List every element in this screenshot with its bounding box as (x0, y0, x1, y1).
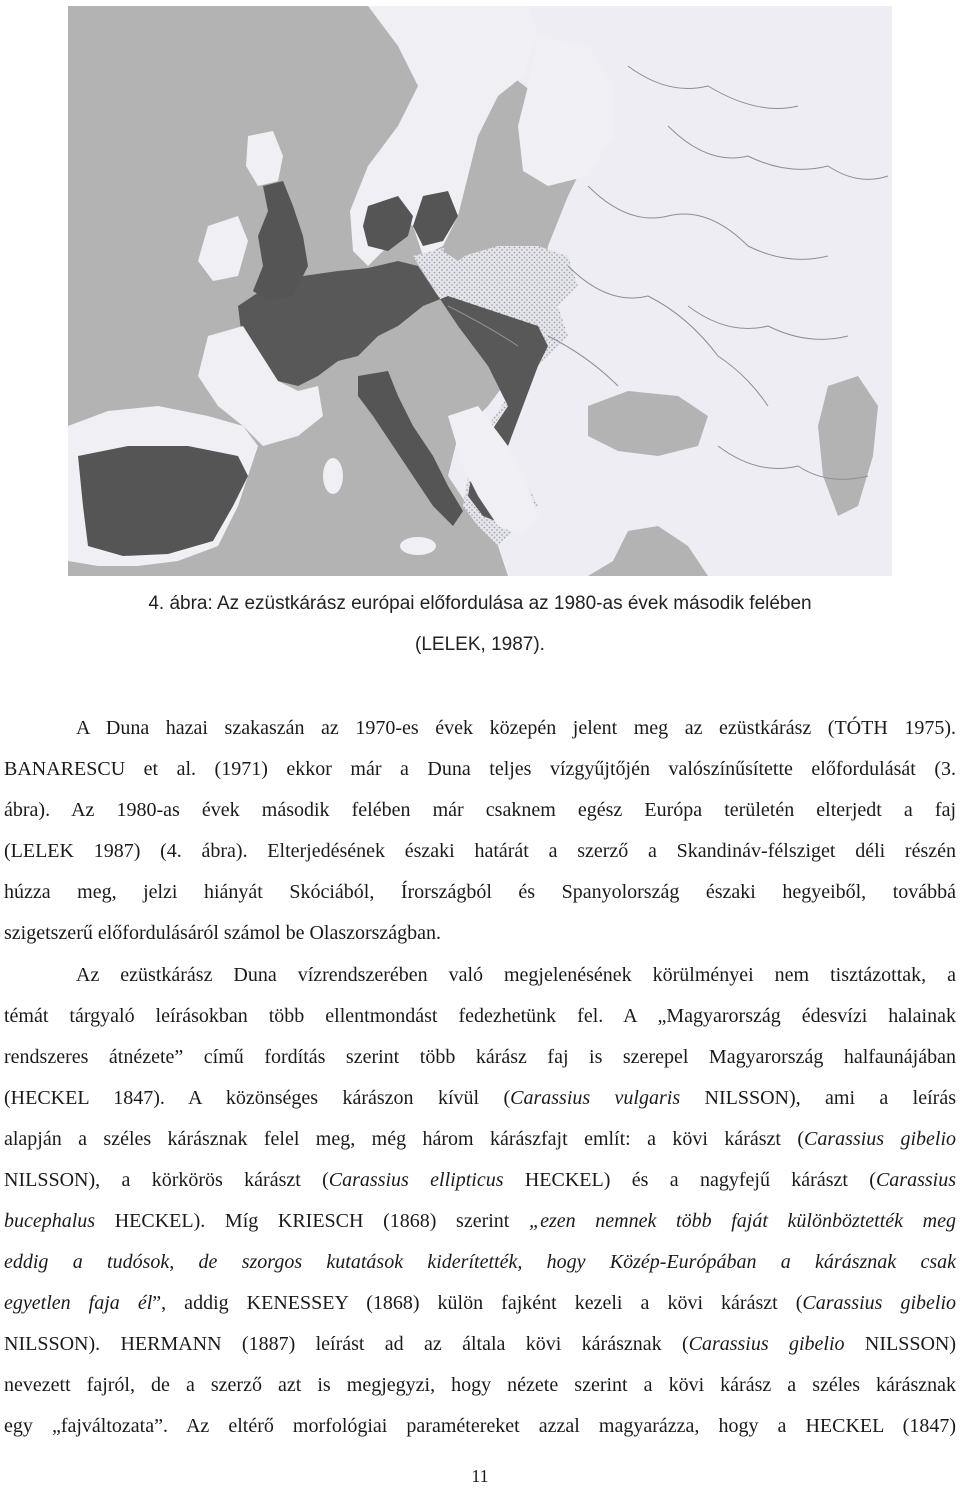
page-number: 11 (471, 1466, 489, 1486)
paragraph-1-line: A Duna hazai szakaszán az 1970-es évek közepén jelent meg az ezüstkárász (TÓTH 1975). (76, 717, 956, 739)
quotation: egyetlen faja él (4, 1292, 153, 1314)
paragraph-2-line: rendszeres átnézete” című fordítás szerint több kárász faj is szerepel Magyarország halfaunájában (4, 1046, 956, 1068)
paragraph-2-line: egy „fajváltozata”. Az eltérő morfológiai paramétereket azzal magyarázza, hogy a HECKEL (1847) (4, 1415, 956, 1437)
paragraph-1-line: húzza meg, jelzi hiányát Skóciából, Írországból és Spanyolország északi hegyeiből, továbbá (4, 881, 956, 903)
europe-map (68, 6, 892, 576)
quotation: eddig a tudósok, de szorgos kutatások kiderítették, hogy Közép-Európában a kárásznak csak (4, 1251, 956, 1273)
paragraph-1-line: ábra). Az 1980-as évek második felében már csaknem egész Európa területén elterjedt a faj (4, 799, 956, 821)
paragraph-1-line: szigetszerű előfordulásáról számol be Olaszországban. (4, 922, 442, 944)
text-span: HECKEL) és a nagyfejű kárászt ( (503, 1169, 876, 1191)
species-name: Carassius vulgaris (510, 1087, 681, 1109)
paragraph-2-line (4, 1201, 956, 1242)
paragraph-2-line (4, 1242, 956, 1283)
text-span: NILSSON), ami a leírás (680, 1087, 956, 1109)
sicily (400, 537, 436, 555)
species-name: bucephalus (4, 1210, 96, 1232)
figure-caption-source: (LELEK, 1987). (415, 634, 545, 655)
paragraph-2-line (4, 1283, 956, 1324)
quotation: „ezen nemnek több faját különböztették meg (529, 1210, 956, 1232)
paragraph-2-line: Az ezüstkárász Duna vízrendszerében való megjelenésének körülményei nem tisztázottak, a (76, 964, 956, 986)
paragraph-2-line: témát tárgyaló leírásokban több ellentmondást fedezhetünk fel. A „Magyarország édesvízi halainak (4, 1005, 956, 1027)
paragraph-2-line (4, 1324, 956, 1365)
paragraph-1 (4, 708, 956, 954)
distribution-map-figure (68, 6, 892, 576)
species-name: Carassius (875, 1169, 956, 1191)
paragraph-2-line: nevezett fajról, de a szerző azt is megjegyzi, hogy nézete szerint a kövi kárász a széles kárásznak (4, 1374, 956, 1396)
figure-caption: 4. ábra: Az ezüstkárász európai előfordulása az 1980-as évek második felében (148, 593, 812, 614)
text-span: NILSSON). HERMANN (1887) leírást ad az általa kövi kárásznak ( (4, 1333, 689, 1355)
text-span: alapján a széles kárásznak felel meg, még három kárászfajt említ: a kövi kárászt ( (4, 1128, 805, 1150)
species-name: Carassius gibelio (804, 1128, 956, 1150)
text-span: NILSSON) (844, 1333, 956, 1355)
text-span: (HECKEL 1847). A közönséges kárászon kívül ( (4, 1087, 511, 1109)
paragraph-2-line (4, 1119, 956, 1160)
paragraph-2-line (4, 1078, 956, 1119)
paragraph-2-line (4, 1160, 956, 1201)
species-name: Carassius ellipticus (328, 1169, 504, 1191)
text-span: HECKEL). Míg KRIESCH (1868) szerint (95, 1210, 529, 1232)
text-span: NILSSON), a körkörös kárászt ( (4, 1169, 329, 1191)
paragraph-1-line: (LELEK 1987) (4. ábra). Elterjedésének északi határát a szerző a Skandináv-félsziget déli részén (4, 840, 956, 862)
text-span: ”, addig KENESSEY (1868) külön fajként kezeli a kövi kárászt ( (152, 1292, 803, 1314)
paragraph-1-line: BANARESCU et al. (1971) ekkor már a Duna teljes vízgyűjtőjén valószínűsítette előfordulását (3. (4, 758, 956, 780)
species-name: Carassius gibelio (688, 1333, 845, 1355)
species-name: Carassius gibelio (802, 1292, 957, 1314)
paragraph-2 (4, 955, 956, 1447)
corsica-sardinia (323, 458, 343, 494)
